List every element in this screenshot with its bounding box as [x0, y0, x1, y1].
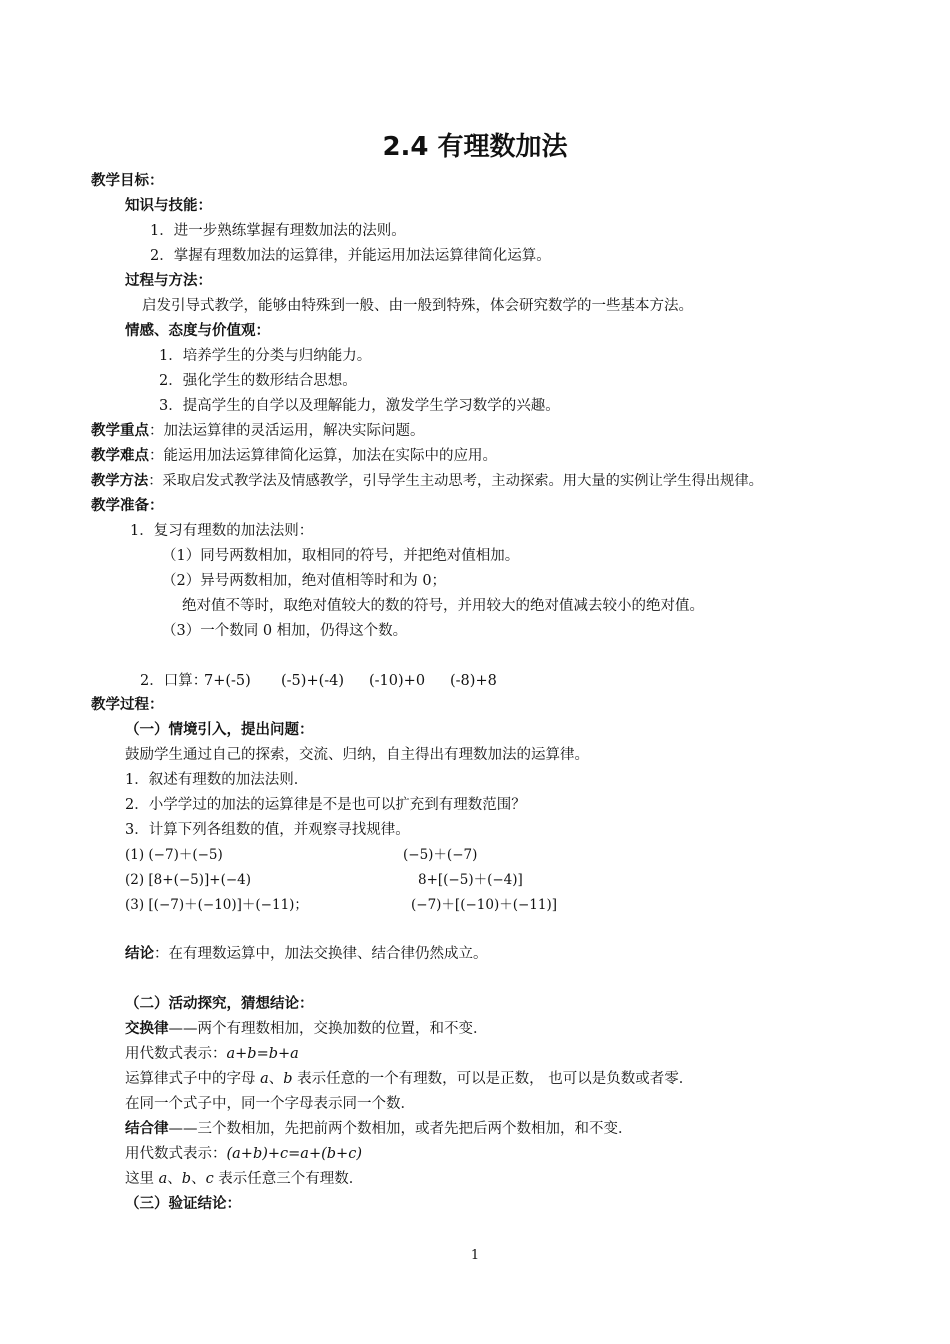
difficulty [91, 446, 497, 466]
preparation-item: 1．复习有理数的加法法则： [130, 523, 314, 539]
key-point-text: ：加法运算律的灵活运用，解决实际问题。 [149, 423, 425, 439]
rule-line: （3）一个数同 0 相加，仍得这个数。 [162, 623, 408, 639]
abc-letter-a: a [158, 1171, 168, 1187]
abc-sep: 、 [191, 1171, 206, 1187]
oral-expression: (-8)+8 [450, 673, 497, 689]
knowledge-item: 2．掌握有理数加法的运算律，并能运用加法运算律简化运算。 [150, 248, 551, 264]
exercise-left: (3) [(−7)＋(−10)]＋(−11)； [125, 897, 308, 913]
knowledge-heading: 知识与技能： [125, 198, 212, 214]
rule-line: 绝对值不等时，取绝对值较大的数的符号，并用较大的绝对值减去较小的绝对值。 [182, 598, 704, 614]
commutative-expression-line [125, 1044, 299, 1064]
method-label: 教学方法 [91, 473, 149, 489]
commutative-law [125, 1019, 488, 1039]
letter-a: a [260, 1071, 269, 1087]
associative-expr-label: 用代数式表示： [125, 1146, 227, 1162]
rule-line: （1）同号两数相加，取相同的符号，并把绝对值相加。 [162, 548, 520, 564]
exercise-right: (−5)＋(−7) [403, 847, 478, 863]
page-number: 1 [470, 1248, 480, 1263]
associative-law [125, 1119, 633, 1139]
difficulty-text: ：能运用加法运算律简化运算，加法在实际中的应用。 [149, 448, 497, 464]
commutative-expr-label: 用代数式表示： [125, 1046, 227, 1062]
part1-item: 3．计算下列各组数的值，并观察寻找规律。 [125, 822, 410, 838]
knowledge-item: 1．进一步熟练掌握有理数加法的法则。 [150, 223, 406, 239]
part2-heading: （二）活动探究，猜想结论： [125, 996, 314, 1012]
attitude-item: 1．培养学生的分类与归纳能力。 [159, 348, 372, 364]
associative-expression: (a+b)+c=a+(b+c) [226, 1146, 362, 1162]
key-point [91, 421, 425, 441]
attitude-heading: 情感、态度与价值观： [125, 323, 270, 339]
same-letter-line: 在同一个式子中，同一个字母表示同一个数． [125, 1096, 415, 1112]
key-point-label: 教学重点 [91, 423, 149, 439]
part3-heading: （三）验证结论： [125, 1196, 241, 1212]
commutative-text: ——两个有理数相加，交换加数的位置，和不变． [168, 1021, 488, 1037]
conclusion-text: ：在有理数运算中，加法交换律、结合律仍然成立。 [154, 946, 488, 962]
exercise-right: 8+[(−5)＋(−4)] [418, 872, 523, 888]
process-section-heading: 教学过程： [91, 697, 164, 713]
process-heading: 过程与方法： [125, 273, 212, 289]
method [91, 471, 763, 491]
preparation-heading: 教学准备： [91, 498, 164, 514]
oral-expression: (-10)+0 [369, 673, 426, 689]
letters-post: 表示任意的一个有理数，可以是正数， 也可以是负数或者零． [292, 1071, 694, 1087]
commutative-label: 交换律 [125, 1021, 169, 1037]
part1-intro: 鼓励学生通过自己的探索，交流、归纳，自主得出有理数加法的运算律。 [125, 747, 589, 763]
abc-sep: 、 [167, 1171, 182, 1187]
objectives-heading: 教学目标： [91, 173, 164, 189]
exercise-right: (−7)＋[(−10)＋(−11)] [411, 897, 558, 913]
oral-expression: (-5)+(-4) [281, 673, 345, 689]
abc-letter-b: b [181, 1171, 192, 1187]
letters-sep: 、 [268, 1071, 284, 1087]
part1-item: 2．小学学过的加法的运算律是不是也可以扩充到有理数范围？ [125, 797, 526, 813]
process-text: 启发引导式教学，能够由特殊到一般、由一般到特殊，体会研究数学的一些基本方法。 [142, 298, 693, 314]
part1-item: 1．叙述有理数的加法法则． [125, 772, 309, 788]
associative-text: ——三个数相加，先把前两个数相加，或者先把后两个数相加，和不变． [168, 1121, 633, 1137]
letter-b: b [283, 1071, 293, 1087]
letters-pre: 运算律式子中的字母 [125, 1071, 261, 1087]
abc-post: 表示任意三个有理数． [213, 1171, 364, 1187]
commutative-expression: a+b=b+a [226, 1046, 299, 1062]
conclusion-label: 结论 [125, 946, 154, 962]
rule-line: （2）异号两数相加，绝对值相等时和为 0； [162, 573, 447, 589]
exercise-left: (1) (−7)＋(−5) [125, 847, 223, 863]
oral-label: 2．口算： [140, 673, 208, 689]
associative-expression-line [125, 1144, 362, 1164]
conclusion [125, 944, 488, 964]
abc-pre: 这里 [125, 1171, 159, 1187]
associative-label: 结合律 [125, 1121, 169, 1137]
abc-letter-c: c [205, 1171, 214, 1187]
attitude-item: 2．强化学生的数形结合思想。 [159, 373, 357, 389]
method-text: ：采取启发式教学法及情感教学，引导学生主动思考，主动探索。用大量的实例让学生得出规律。 [148, 473, 763, 489]
exercise-left: (2) [8+(−5)]+(−4) [125, 872, 252, 888]
attitude-item: 3．提高学生的自学以及理解能力，激发学生学习数学的兴趣。 [159, 398, 560, 414]
difficulty-label: 教学难点 [91, 448, 149, 464]
letters-explanation [125, 1069, 693, 1089]
part1-heading: （一）情境引入，提出问题： [125, 722, 314, 738]
oral-expression: 7+(-5) [204, 673, 251, 689]
abc-explanation [125, 1169, 363, 1189]
page-title: 2.4 有理数加法 [382, 132, 568, 162]
